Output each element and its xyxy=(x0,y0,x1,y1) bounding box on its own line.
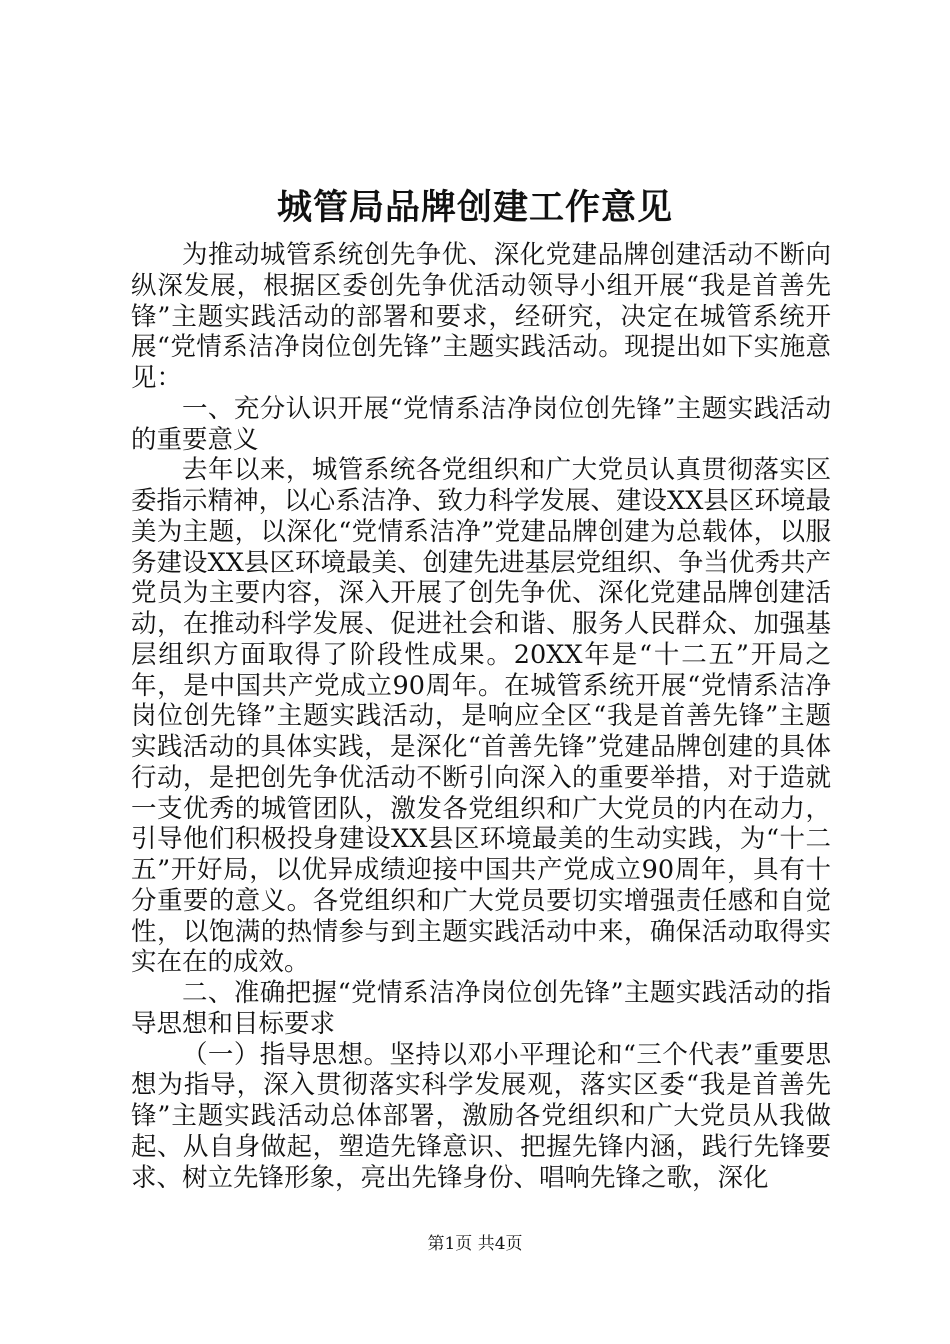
section-heading-1: 一、充分认识开展“党情系洁净岗位创先锋”主题实践活动的重要意义 xyxy=(131,393,831,455)
intro-paragraph: 为推动城管系统创先争优、深化党建品牌创建活动不断向纵深发展，根据区委创先争优活动领导小组开展“我是首善先锋”主题实践活动的部署和要求，经研究，决定在城管系统开展“党情系洁净岗位创先锋”主题实践活动。现提出如下实施意见： xyxy=(131,240,831,393)
page-number-footer: 第1页 共4页 xyxy=(427,1234,523,1254)
section-1-paragraph: 去年以来，城管系统各党组织和广大党员认真贯彻落实区委指示精神，以心系洁净、致力科学发展、建设XX县区环境最美为主题，以深化“党情系洁净”党建品牌创建为总载体，以服务建设XX县区环境最美、创建先进基层党组织、争当优秀共产党员为主要内容，深入开展了创先争优、深化党建品牌创建活动，在推动科学发展、促进社会和谐、服务人民群众、加强基层组织方面取得了阶段性成果。20XX年是“十二五”开局之年，是中国共产党成立90周年。在城管系统开展“党情系洁净岗位创先锋”主题实践活动，是响应全区“我是首善先锋”主题实践活动的具体实践，是深化“首善先锋”党建品牌创建的具体行动，是把创先争优活动不断引向深入的重要举措，对于造就一支优秀的城管团队，激发各党组织和广大党员的内在动力，引导他们积极投身建设XX县区环境最美的生动实践，为“十二五”开好局，以优异成绩迎接中国共产党成立90周年，具有十分重要的意义。各党组织和广大党员要切实增强责任感和自觉性，以饱满的热情参与到主题实践活动中来，确保活动取得实实在在的成效。 xyxy=(131,455,831,978)
document-body xyxy=(131,240,831,1193)
section-heading-2: 二、准确把握“党情系洁净岗位创先锋”主题实践活动的指导思想和目标要求 xyxy=(131,978,831,1039)
subsection-paragraph-1: （一）指导思想。坚持以邓小平理论和“三个代表”重要思想为指导，深入贯彻落实科学发展观，落实区委“我是首善先锋”主题实践活动总体部署，激励各党组织和广大党员从我做起、从自身做起，塑造先锋意识、把握先锋内涵，践行先锋要求、树立先锋形象，亮出先锋身份、唱响先锋之歌，深化 xyxy=(131,1039,831,1193)
document-title: 城管局品牌创建工作意见 xyxy=(276,187,673,228)
